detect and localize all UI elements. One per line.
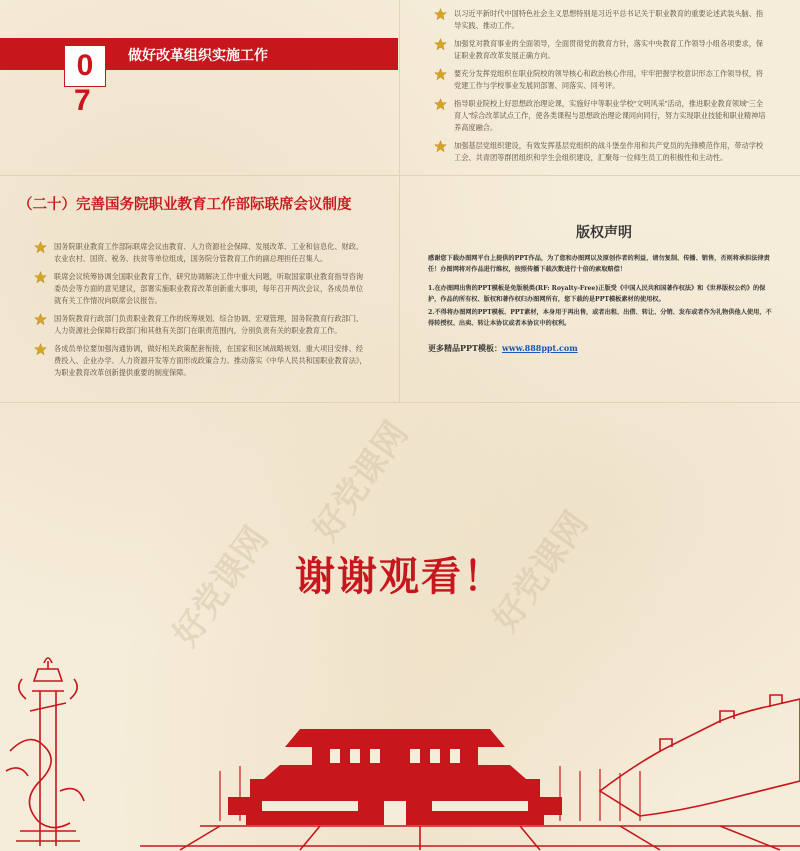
mid-left-bullet-list bbox=[32, 241, 367, 385]
watermark-text: 好党课网 bbox=[306, 414, 416, 549]
thanks-text: 谢谢观看！ bbox=[295, 555, 505, 599]
list-item-text: 联席会议统筹协调全国职业教育工作，研究协调解决工作中重大问题，听取国家职业教育指导咨询委员会等方面的意见建议，部署实施职业教育改革创新重大事项，每年召开两次会议，各成员单位就有关工作情况向联席会议报告。 bbox=[54, 272, 364, 305]
section-title: 做好改革组织实施工作 bbox=[128, 47, 268, 63]
list-item-text: 加强基层党组织建设，有效发挥基层党组织的战斗堡垒作用和共产党员的先锋模范作用，带动学校工会、共青团等群团组织和学生会组织建设，汇聚每一位师生员工的积极性和主动性。 bbox=[454, 141, 764, 162]
more-templates-link[interactable]: www.888ppt.com bbox=[501, 343, 578, 353]
star-icon bbox=[434, 98, 447, 111]
list-item bbox=[32, 241, 367, 265]
more-templates bbox=[428, 343, 578, 354]
tiananmen-scenery-illustration bbox=[0, 651, 800, 851]
list-item-text: 国务院职业教育工作部际联席会议由教育、人力资源社会保障、发展改革、工业和信息化、财政、农业农村、国资、税务、扶贫等单位组成，国务院分管教育工作的副总理担任召集人。 bbox=[54, 242, 364, 263]
watermark-text: 好党课网 bbox=[486, 504, 596, 639]
section-number-top: 0 bbox=[76, 49, 94, 82]
list-item-text: 指导职业院校上好思想政治理论课，实施好中等职业学校“文明风采”活动，推进职业教育领域“三全育人”综合改革试点工作，使各类课程与思想政治理论课同向同行，努力实现职业技能和职业精神培养高度融合。 bbox=[454, 99, 766, 132]
list-item-text: 以习近平新时代中国特色社会主义思想特别是习近平总书记关于职业教育的重要论述武装头脑、指导实践、推动工作。 bbox=[454, 9, 764, 30]
star-icon bbox=[34, 271, 47, 284]
divider-horizontal-2 bbox=[0, 402, 800, 403]
star-icon bbox=[34, 343, 47, 356]
star-icon bbox=[34, 241, 47, 254]
list-item-text: 各成员单位要加强沟通协调，做好相关政策配套衔接，在国家和区域战略规划、重大项目安排、经费投入、企业办学、人力资源开发等方面形成政策合力。推动落实《中华人民共和国职业教育法》，为职业教育改革创新提供重要的制度保障。 bbox=[54, 344, 367, 377]
star-icon bbox=[434, 8, 447, 21]
watermark-text: 好党课网 bbox=[166, 519, 276, 654]
list-item bbox=[432, 140, 767, 164]
list-item bbox=[432, 8, 767, 32]
star-icon bbox=[34, 313, 47, 326]
list-item-text: 国务院教育行政部门负责职业教育工作的统筹规划、综合协调、宏观管理，国务院教育行政部门、人力资源社会保障行政部门和其他有关部门在职责范围内，分别负责有关的职业教育工作。 bbox=[54, 314, 364, 335]
top-right-bullet-list bbox=[432, 8, 767, 170]
section-number-bottom: 7 bbox=[74, 84, 91, 117]
list-item bbox=[432, 98, 767, 134]
list-item bbox=[432, 68, 767, 92]
section-number-box bbox=[64, 45, 106, 87]
divider-vertical bbox=[399, 0, 400, 402]
list-item bbox=[32, 271, 367, 307]
list-item bbox=[32, 343, 367, 379]
star-icon bbox=[434, 140, 447, 153]
list-item-text: 要充分发挥党组织在职业院校的领导核心和政治核心作用，牢牢把握学校意识形态工作领导权，将党建工作与学校事业发展同部署、同落实、同考评。 bbox=[454, 69, 764, 90]
list-item bbox=[432, 38, 767, 62]
copyright-para-3: 2.不得将办图网的PPT模板、PPT素材，本身用于再出售，或者出租、出借、转让、分销、发布或者作为礼物供他人使用，不得转授权、出卖、转让本协议或者本协议中的权利。 bbox=[428, 309, 772, 327]
star-icon bbox=[434, 38, 447, 51]
divider-horizontal-1 bbox=[0, 175, 800, 176]
copyright-title: 版权声明 bbox=[576, 225, 632, 241]
copyright-para-1: 感谢您下载办图网平台上提供的PPT作品，为了您和办图网以及原创作者的利益，请勿复制、传播、销售，否则将承担法律责任！办图网将对作品进行维权，按照传播下载次数进行十倍的索取赔偿！ bbox=[428, 255, 770, 273]
copyright-para-2: 1.在办图网出售的PPT模板是免版税类(RF: Royalty-Free)正版受《中国人民共和国著作权法》和《世界版权公约》的保护，作品的所有权、版权和著作权归办图网所有，您下载的是PPT模板素材的使用权。 bbox=[428, 285, 766, 303]
more-templates-label: 更多精品PPT模板： bbox=[428, 343, 502, 353]
star-icon bbox=[434, 68, 447, 81]
subsection-title: （二十）完善国务院职业教育工作部际联席会议制度 bbox=[18, 197, 352, 213]
list-item bbox=[32, 313, 367, 337]
list-item-text: 加强党对教育事业的全面领导，全面贯彻党的教育方针，落实中央教育工作领导小组各项要求，保证职业教育改革发展正确方向。 bbox=[454, 39, 764, 60]
